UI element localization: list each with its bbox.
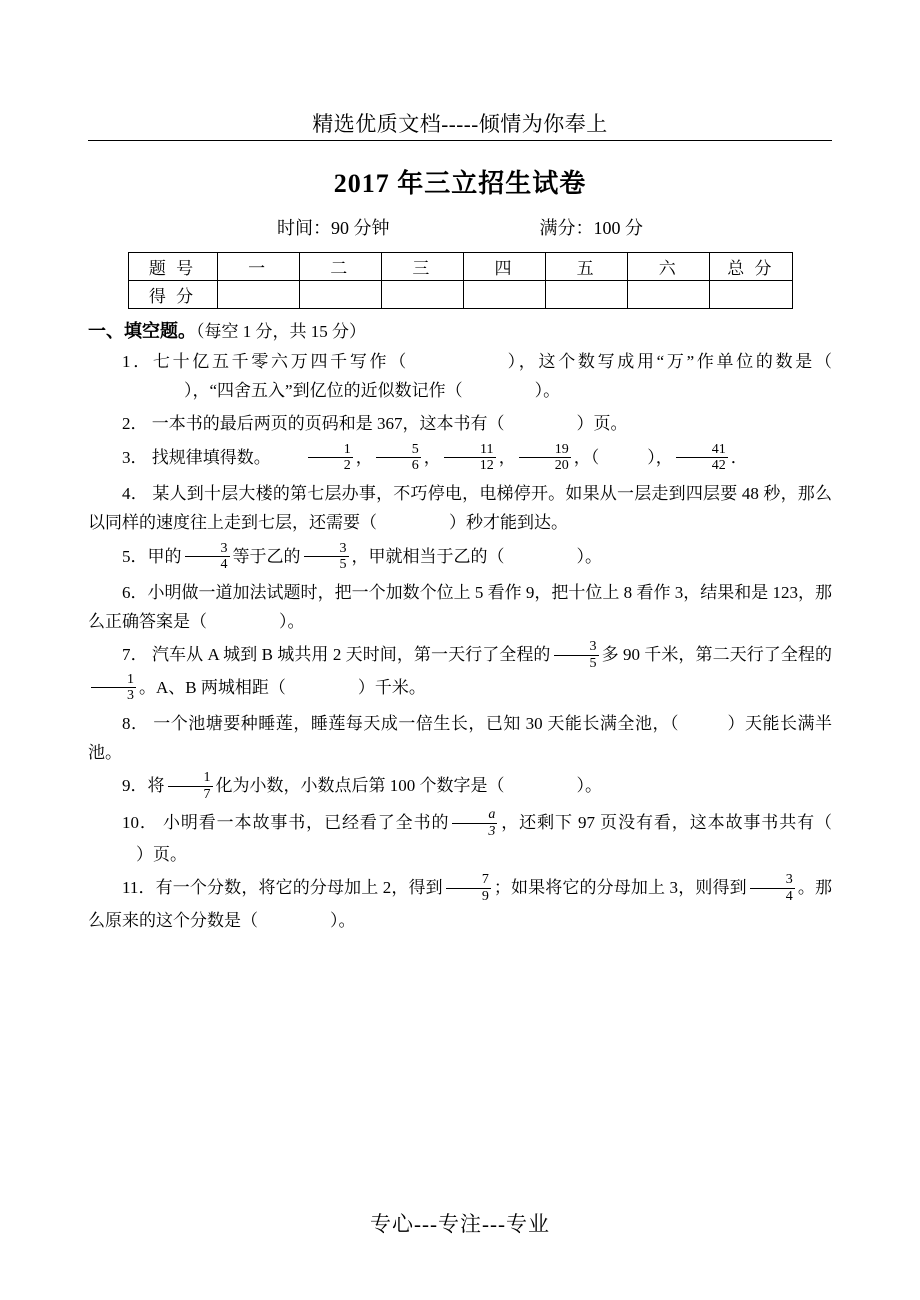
question-7 [88, 640, 832, 705]
question-10-part-b: ，还剩下 97 页没有看，这本故事书共有（ [500, 812, 832, 832]
question-10-part-c: ）页。 [136, 845, 187, 865]
fraction: $\frac{3}{5}$ [554, 639, 599, 671]
fraction: $\frac{3}{5}$ [304, 541, 349, 573]
fraction: $\frac{41}{42}$ [676, 442, 728, 474]
question-8 [88, 709, 832, 767]
question-7-part-b: 多 90 千米，第二天行了全程的 [601, 645, 832, 665]
fraction: $\frac{1}{7}$ [168, 770, 213, 802]
question-6-part-b: ）。 [279, 612, 305, 632]
score-table-header-3: 三 [381, 253, 463, 281]
score-cell-6 [628, 281, 710, 309]
fraction: $\frac{1}{3}$ [91, 672, 136, 704]
page-title: 2017 年三立招生试卷 [333, 169, 587, 198]
question-1-part-c: ），“四舍五入”到亿位的近似数记作（ [184, 381, 463, 401]
score-cell-4 [463, 281, 545, 309]
fraction: $\frac{3}{4}$ [185, 541, 230, 573]
question-3-period: ． [730, 447, 748, 467]
question-3-blank-close: ）， [647, 447, 673, 467]
fraction: $\frac{5}{6}$ [376, 442, 421, 474]
exam-meta [88, 214, 832, 240]
question-8-part-a: 8． 一个池塘要种睡莲，睡莲每天成一倍生长，已知 30 天能长满全池，（ [122, 714, 679, 734]
page-banner: 精选优质文档-----倾情为你奉上 [88, 0, 832, 141]
question-9-part-b: 化为小数，小数点后第 100 个数字是（ [215, 776, 505, 796]
section-heading-text: 一、填空题。 [88, 321, 196, 341]
score-cell-2 [299, 281, 381, 309]
question-3 [88, 443, 832, 475]
question-4-part-a: 4． 某人到十层大楼的第七层办事，不巧停电，电梯停开。如果从一层走到四层要 48 秒，那么以同样的速度往上走到七层，还需要（ [88, 484, 832, 533]
question-2-part-a: 2． 一本书的最后两页的页码和是 367，这本书有（ [122, 414, 505, 434]
question-9-part-a: 9．将 [122, 776, 165, 796]
score-table-header-5: 五 [546, 253, 628, 281]
question-4-part-b: ）秒才能到达。 [449, 513, 568, 533]
score-table-header-total: 总 分 [710, 253, 792, 281]
question-5-part-b: 等于乙的 [232, 546, 301, 566]
question-2 [88, 409, 832, 438]
question-11-part-b: ；如果将它的分母加上 3，则得到 [493, 878, 747, 898]
score-table-header-6: 六 [628, 253, 710, 281]
table-row [128, 281, 792, 309]
question-6-part-a: 6．小明做一道加法试题时，把一个加数个位上 5 看作 9，把十位上 8 看作 3，结果和是 123，那么正确答案是（ [88, 582, 832, 632]
question-11 [88, 873, 832, 935]
question-5-part-d: ）。 [576, 546, 602, 566]
question-3-lead: 3． 找规律填得数。 [122, 447, 271, 467]
fraction: $\frac{11}{12}$ [444, 442, 496, 474]
question-4 [88, 479, 832, 537]
score-table-header-1: 一 [217, 253, 299, 281]
question-1-part-a: 1．七十亿五千零六万四千写作（ [122, 352, 409, 371]
question-10-part-a: 10． 小明看一本故事书，已经看了全书的 [122, 812, 450, 832]
section-heading-fill-blanks [88, 317, 832, 343]
question-1-part-d: ）。 [534, 381, 561, 401]
exam-full-score: 满分：100 分 [539, 218, 643, 238]
score-table-header-2: 二 [299, 253, 381, 281]
question-11-part-a: 11．有一个分数，将它的分母加上 2，得到 [122, 878, 443, 898]
question-11-part-d: ）。 [330, 910, 356, 930]
score-table-header-label: 题 号 [128, 253, 217, 281]
score-cell-3 [381, 281, 463, 309]
section-heading-note: （每空 1 分，共 15 分） [196, 322, 366, 341]
score-table-header-4: 四 [463, 253, 545, 281]
question-7-part-a: 7． 汽车从 A 城到 B 城共用 2 天时间，第一天行了全程的 [122, 645, 551, 665]
question-6 [88, 578, 832, 636]
fraction: $\frac{7}{9}$ [446, 872, 491, 904]
question-3-sequence: $\frac{1}{2}$ ， $\frac{5}{6}$ ， $\frac{11}{12}$ ， $\frac{19}{20}$ ，（ ）， $\frac{41}{42}$ ． [271, 443, 748, 475]
question-8-part-b: ）天能长满半池。 [88, 714, 833, 763]
question-5-part-a: 5．甲的 [122, 546, 182, 566]
score-cell-5 [546, 281, 628, 309]
question-1 [88, 347, 832, 405]
score-table [128, 252, 793, 309]
score-table-score-label: 得 分 [128, 281, 217, 309]
fraction: $\frac{a}{3}$ [452, 807, 497, 839]
exam-duration: 时间：90 分钟 [277, 218, 390, 238]
question-10 [88, 808, 832, 870]
question-9-part-c: ）。 [576, 776, 602, 796]
score-cell-total [710, 281, 792, 309]
fraction: $\frac{19}{20}$ [519, 442, 571, 474]
question-2-part-b: ）页。 [576, 414, 628, 434]
question-5-part-c: ，甲就相当于乙的（ [351, 546, 505, 566]
fraction: $\frac{3}{4}$ [750, 872, 795, 904]
question-9 [88, 771, 832, 803]
question-7-part-d: ）千米。 [357, 677, 426, 697]
fraction: $\frac{1}{2}$ [308, 442, 353, 474]
score-cell-1 [217, 281, 299, 309]
question-3-blank-open: （ [590, 447, 600, 467]
question-5 [88, 542, 832, 574]
table-row [128, 253, 792, 281]
question-7-part-c: 。A、B 两城相距（ [139, 677, 286, 697]
page-footer: 专心---专注---专业 [370, 1212, 550, 1236]
question-11-part-c: 。那么原来的这个分数是（ [88, 878, 833, 930]
question-1-part-b: ），这个数写成用“万”作单位的数是（ [504, 352, 833, 371]
